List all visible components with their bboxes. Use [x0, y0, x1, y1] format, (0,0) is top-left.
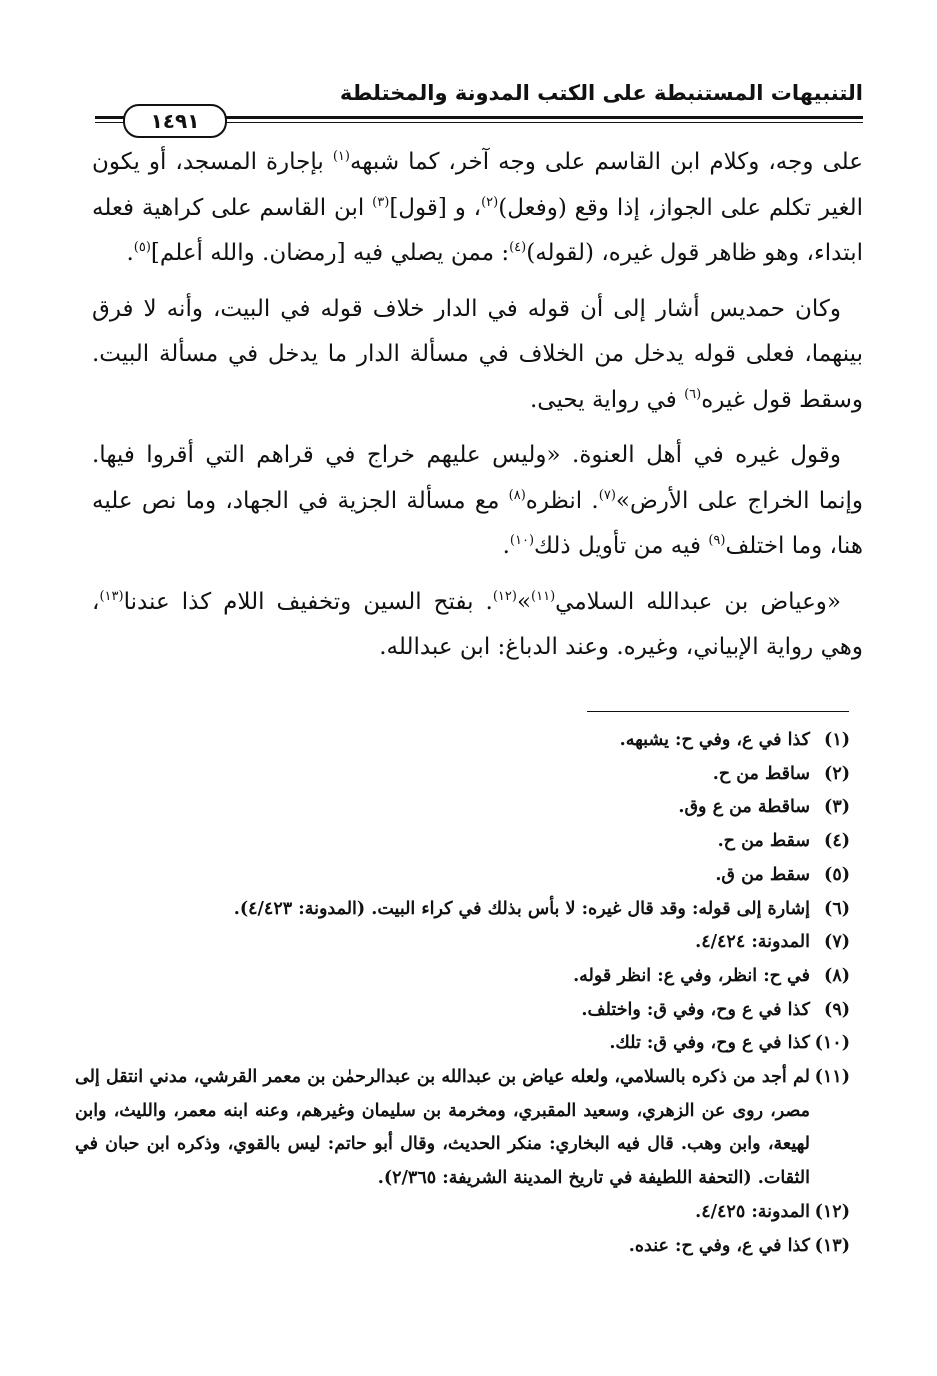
text-run: . — [126, 240, 134, 266]
running-header — [95, 78, 863, 133]
paragraph-4 — [92, 580, 863, 671]
text-run: ، وهي رواية الإبياني، وغيره. وعند الدباغ: ابن عبدالله. — [92, 588, 863, 660]
footnote-text: كذا في ع، وفي ح: عنده. — [628, 1235, 810, 1256]
footnote-ref: (٨) — [508, 487, 526, 503]
footnote-text: ساقطة من ع وق. — [678, 797, 810, 818]
text-run: . انظره — [525, 487, 599, 514]
text-run: بإجارة المسجد، أو يكون الغير تكلم على الجواز، إذا وقع (وفعل) — [92, 149, 863, 221]
footnote-item — [75, 758, 850, 792]
footnote-text: المدونة: ٤/٤٢٥. — [695, 1201, 810, 1222]
page-number: ١٤٩١ — [123, 104, 227, 138]
text-run: » — [516, 588, 532, 615]
text-run: على وجه، وكلام ابن القاسم على وجه آخر، كما شبهه — [349, 149, 863, 175]
footnote-ref: (٧) — [598, 487, 616, 503]
text-run: وكان حمديس أشار إلى أن قوله في الدار خلاف قوله في البيت، وأنه لا فرق بينهما، فعلى قوله يدخل من الخلاف في مسألة الدار ما يدخل في مسألة البيت. وسقط قول غيره — [92, 295, 863, 413]
footnote-number: (٨) — [824, 965, 850, 986]
footnote-ref: (١٢) — [492, 588, 517, 604]
footnote-number: (١٣) — [814, 1235, 850, 1256]
paragraph-1 — [92, 140, 863, 277]
footnote-number: (٦) — [824, 898, 850, 919]
footnote-item — [75, 825, 850, 859]
text-run: ، و [قول] — [389, 194, 482, 221]
footnote-item — [75, 1230, 850, 1264]
footnote-item — [75, 791, 850, 825]
footnote-ref: (٣) — [372, 194, 390, 210]
footnote-number: (٩) — [824, 999, 850, 1020]
paragraph-3 — [92, 433, 863, 570]
main-text — [92, 140, 863, 681]
footnote-number: (٧) — [824, 932, 850, 953]
text-run: فيه من تأويل ذلك — [534, 533, 709, 559]
footnote-text: في ح: انظر، وفي ع: انظر قوله. — [573, 965, 810, 986]
footnote-item — [75, 1061, 850, 1196]
footnote-number: (١) — [824, 730, 850, 750]
footnote-ref: (١١) — [531, 588, 556, 604]
footnote-item — [75, 1027, 850, 1061]
footnote-number: (٣) — [824, 797, 850, 818]
footnote-text: ساقط من ح. — [712, 763, 810, 784]
text-run: «وعياض بن عبدالله السلامي — [555, 588, 841, 615]
footnote-number: (١٢) — [814, 1201, 850, 1222]
footnote-item — [75, 994, 850, 1028]
footnote-ref: (٤) — [509, 240, 527, 255]
footnote-text: كذا في ع وح، وفي ق: واختلف. — [581, 999, 810, 1020]
text-run: وقول غيره في أهل العنوة. «وليس عليهم خراج في قراهم التي أقروا فيها. وإنما الخراج على الأرض» — [92, 442, 863, 514]
footnote-number: (١١) — [814, 1067, 850, 1088]
footnote-item — [75, 960, 850, 994]
footnote-item — [75, 926, 850, 960]
text-run: . — [502, 533, 510, 559]
footnote-number: (٢) — [824, 763, 850, 784]
footnote-item — [75, 859, 850, 893]
footnote-text: سقط من ق. — [715, 864, 810, 885]
text-run: . بفتح السين وتخفيف اللام كذا عندنا — [123, 588, 493, 615]
footnote-text: إشارة إلى قوله: وقد قال غيره: لا بأس بذلك في كراء البيت. (المدونة: ٤/٤٢٣). — [233, 898, 810, 919]
text-run: : ممن يصلي فيه [رمضان. والله أعلم] — [150, 240, 510, 266]
footnote-item — [75, 893, 850, 927]
text-run: مع مسألة الجزية في الجهاد، وما نص عليه هنا، وما اختلف — [92, 487, 863, 559]
footnote-text: المدونة: ٤/٤٢٤. — [695, 932, 810, 953]
paragraph-2 — [92, 287, 863, 424]
footnote-text: لم أجد من ذكره بالسلامي، ولعله عياض بن عبدالله بن عبدالرحمٰن بن معمر القرشي، مدني انتقل إلى مصر، روى عن الزهري، وسعيد المقبري، ومخرمة بن سليمان وغيرهم، وعنه ابنه معمر، والليث، وابن لهيعة، وابن وهب. قال فيه البخاري: منكر الحديث، وقال أبو حاتم: ليس بالقوي، وذكره ابن حبان في الثقات. (التحفة اللطيفة في تاريخ المدينة الشريفة: ٢/٣٦٥). — [75, 1067, 810, 1189]
text-run: ابن القاسم على كراهية فعله ابتداء، وهو ظاهر قول غيره، (لقوله) — [92, 194, 863, 266]
footnote-item — [75, 1196, 850, 1230]
footnote-item — [75, 724, 850, 758]
running-title: التنبيهات المستنبطة على الكتب المدونة والمختلطة — [339, 81, 863, 105]
footnote-ref: (١٣) — [99, 588, 124, 604]
footnote-ref: (١) — [332, 149, 350, 164]
footnote-ref: (٢) — [481, 194, 499, 210]
footnote-text: سقط من ح. — [717, 831, 810, 852]
footnote-text: كذا في ع وح، وفي ق: تلك. — [609, 1033, 810, 1054]
footnote-number: (٤) — [824, 831, 850, 852]
footnote-number: (١٠) — [814, 1033, 850, 1054]
footnote-ref: (٦) — [684, 386, 702, 402]
footnotes — [75, 724, 850, 1263]
footnote-text: كذا في ع، وفي ح: يشبهه. — [619, 730, 810, 750]
footnote-ref: (٥) — [133, 240, 151, 255]
footnote-separator — [587, 711, 849, 712]
footnote-ref: (٩) — [708, 533, 726, 548]
text-run: في رواية يحيى. — [529, 386, 685, 413]
footnote-ref: (١٠) — [509, 533, 535, 548]
footnote-number: (٥) — [824, 864, 850, 885]
